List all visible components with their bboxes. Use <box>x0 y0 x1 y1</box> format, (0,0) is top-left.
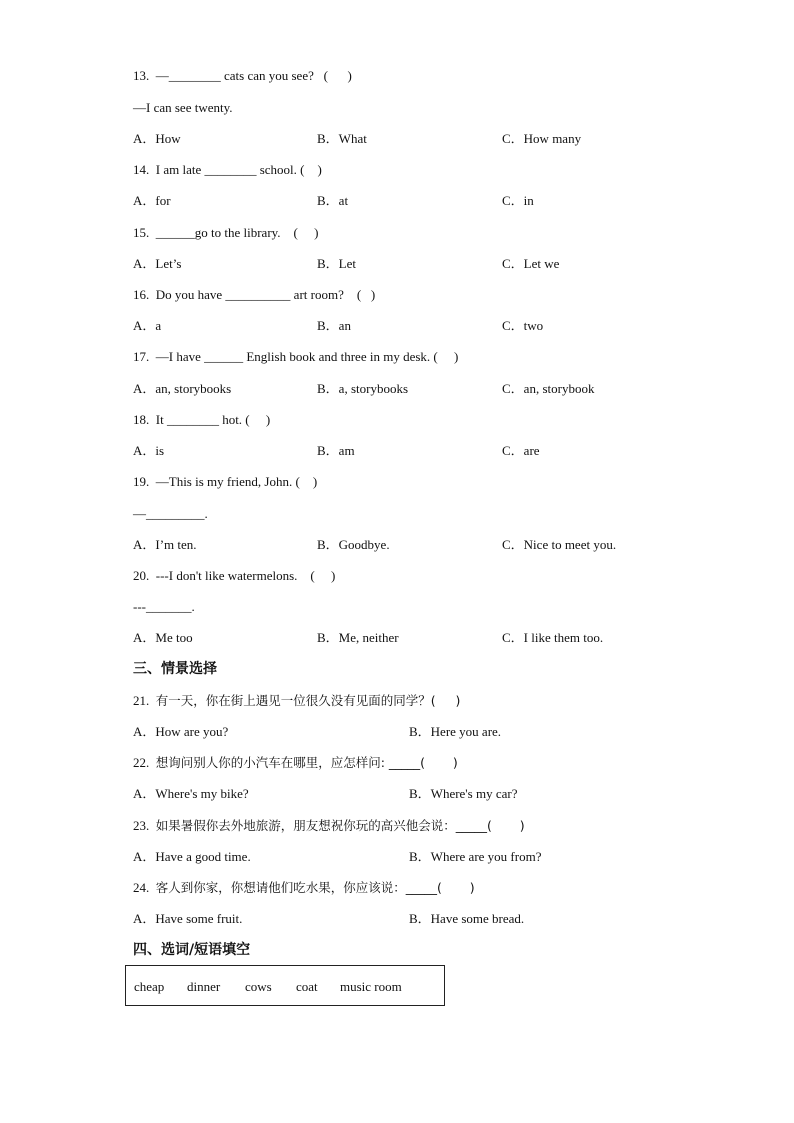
q21-option-a[interactable]: A．How are you? <box>133 724 229 739</box>
question-stem: —This is my friend, John. ( ) <box>155 474 318 489</box>
question-24 <box>133 880 475 896</box>
question-21 <box>133 693 460 709</box>
question-number: 17. <box>133 349 150 364</box>
question-number: 18. <box>133 412 150 427</box>
question-stem: It ________ hot. ( ) <box>155 412 271 427</box>
q24-option-a[interactable]: A．Have some fruit. <box>133 911 243 926</box>
q19-option-a[interactable]: A．I’m ten. <box>133 537 197 552</box>
question-19-reply: —_________. <box>133 506 208 521</box>
question-23 <box>133 818 525 834</box>
question-stem: ______go to the library. ( ) <box>155 225 319 240</box>
question-19 <box>133 474 317 490</box>
q21-option-b[interactable]: B．Here you are. <box>409 724 502 739</box>
q16-option-b[interactable]: B．an <box>317 318 351 333</box>
q16-option-a[interactable]: A．a <box>133 318 162 333</box>
q15-option-b[interactable]: B．Let <box>317 256 356 271</box>
question-number: 24. <box>133 880 150 895</box>
q17-option-c[interactable]: C．an, storybook <box>502 381 595 396</box>
question-number: 19. <box>133 474 150 489</box>
section-4-title: 四、选词/短语填空 <box>133 942 251 958</box>
q15-option-a[interactable]: A．Let’s <box>133 256 182 271</box>
q13-option-a[interactable]: A．How <box>133 131 181 146</box>
section-3-title: 三、情景选择 <box>133 661 217 677</box>
question-number: 16. <box>133 287 150 302</box>
word-bank-item: cows <box>245 979 272 994</box>
q19-option-c[interactable]: C．Nice to meet you. <box>502 537 617 552</box>
question-16 <box>133 287 375 303</box>
question-18 <box>133 412 270 428</box>
q19-option-b[interactable]: B．Goodbye. <box>317 537 390 552</box>
question-number: 13. <box>133 68 150 83</box>
question-20 <box>133 568 335 584</box>
question-17 <box>133 349 458 365</box>
q14-option-b[interactable]: B．at <box>317 193 349 208</box>
question-number: 20. <box>133 568 150 583</box>
q13-option-c[interactable]: C．How many <box>502 131 582 146</box>
question-stem: —________ cats can you see? ( ) <box>155 68 352 83</box>
question-22 <box>133 755 458 771</box>
question-stem: 如果暑假你去外地旅游，朋友想祝你玩的高兴他会说：_____( ) <box>155 818 525 833</box>
q17-option-b[interactable]: B．a, storybooks <box>317 381 409 396</box>
question-stem: 客人到你家，你想请他们吃水果，你应该说：_____( ) <box>155 880 475 895</box>
word-bank <box>125 965 445 1006</box>
question-15 <box>133 225 318 241</box>
q18-option-b[interactable]: B．am <box>317 443 355 458</box>
question-number: 14. <box>133 162 150 177</box>
q16-option-c[interactable]: C．two <box>502 318 544 333</box>
word-bank-item: coat <box>296 979 318 994</box>
question-stem: —I have ______ English book and three in my desk. ( ) <box>155 349 459 364</box>
question-number: 23. <box>133 818 150 833</box>
question-number: 22. <box>133 755 150 770</box>
q22-option-b[interactable]: B．Where's my car? <box>409 786 518 801</box>
q20-option-c[interactable]: C．I like them too. <box>502 630 604 645</box>
word-bank-item: music room <box>340 979 402 994</box>
question-13-reply: —I can see twenty. <box>133 100 233 115</box>
q18-option-c[interactable]: C．are <box>502 443 540 458</box>
question-20-reply: ---_______. <box>133 599 195 614</box>
question-14 <box>133 162 322 178</box>
q17-option-a[interactable]: A．an, storybooks <box>133 381 232 396</box>
question-stem: 有一天，你在街上遇见一位很久没有见面的同学？( ) <box>155 693 461 708</box>
q14-option-a[interactable]: A．for <box>133 193 171 208</box>
q23-option-b[interactable]: B．Where are you from? <box>409 849 542 864</box>
question-number: 15. <box>133 225 150 240</box>
word-bank-item: cheap <box>134 979 165 994</box>
q13-option-b[interactable]: B．What <box>317 131 367 146</box>
q24-option-b[interactable]: B．Have some bread. <box>409 911 525 926</box>
question-stem: Do you have __________ art room? ( ) <box>155 287 376 302</box>
q14-option-c[interactable]: C．in <box>502 193 534 208</box>
q20-option-b[interactable]: B．Me, neither <box>317 630 399 645</box>
question-13 <box>133 68 352 84</box>
question-number: 21. <box>133 693 150 708</box>
word-bank-item: dinner <box>187 979 221 994</box>
q15-option-c[interactable]: C．Let we <box>502 256 560 271</box>
question-stem: I am late ________ school. ( ) <box>155 162 322 177</box>
question-stem: ---I don't like watermelons. ( ) <box>155 568 336 583</box>
question-stem: 想询问别人你的小汽车在哪里，应怎样问: _____( ) <box>155 755 458 770</box>
q18-option-a[interactable]: A．is <box>133 443 165 458</box>
q23-option-a[interactable]: A．Have a good time. <box>133 849 251 864</box>
q20-option-a[interactable]: A．Me too <box>133 630 193 645</box>
q22-option-a[interactable]: A．Where's my bike? <box>133 786 249 801</box>
